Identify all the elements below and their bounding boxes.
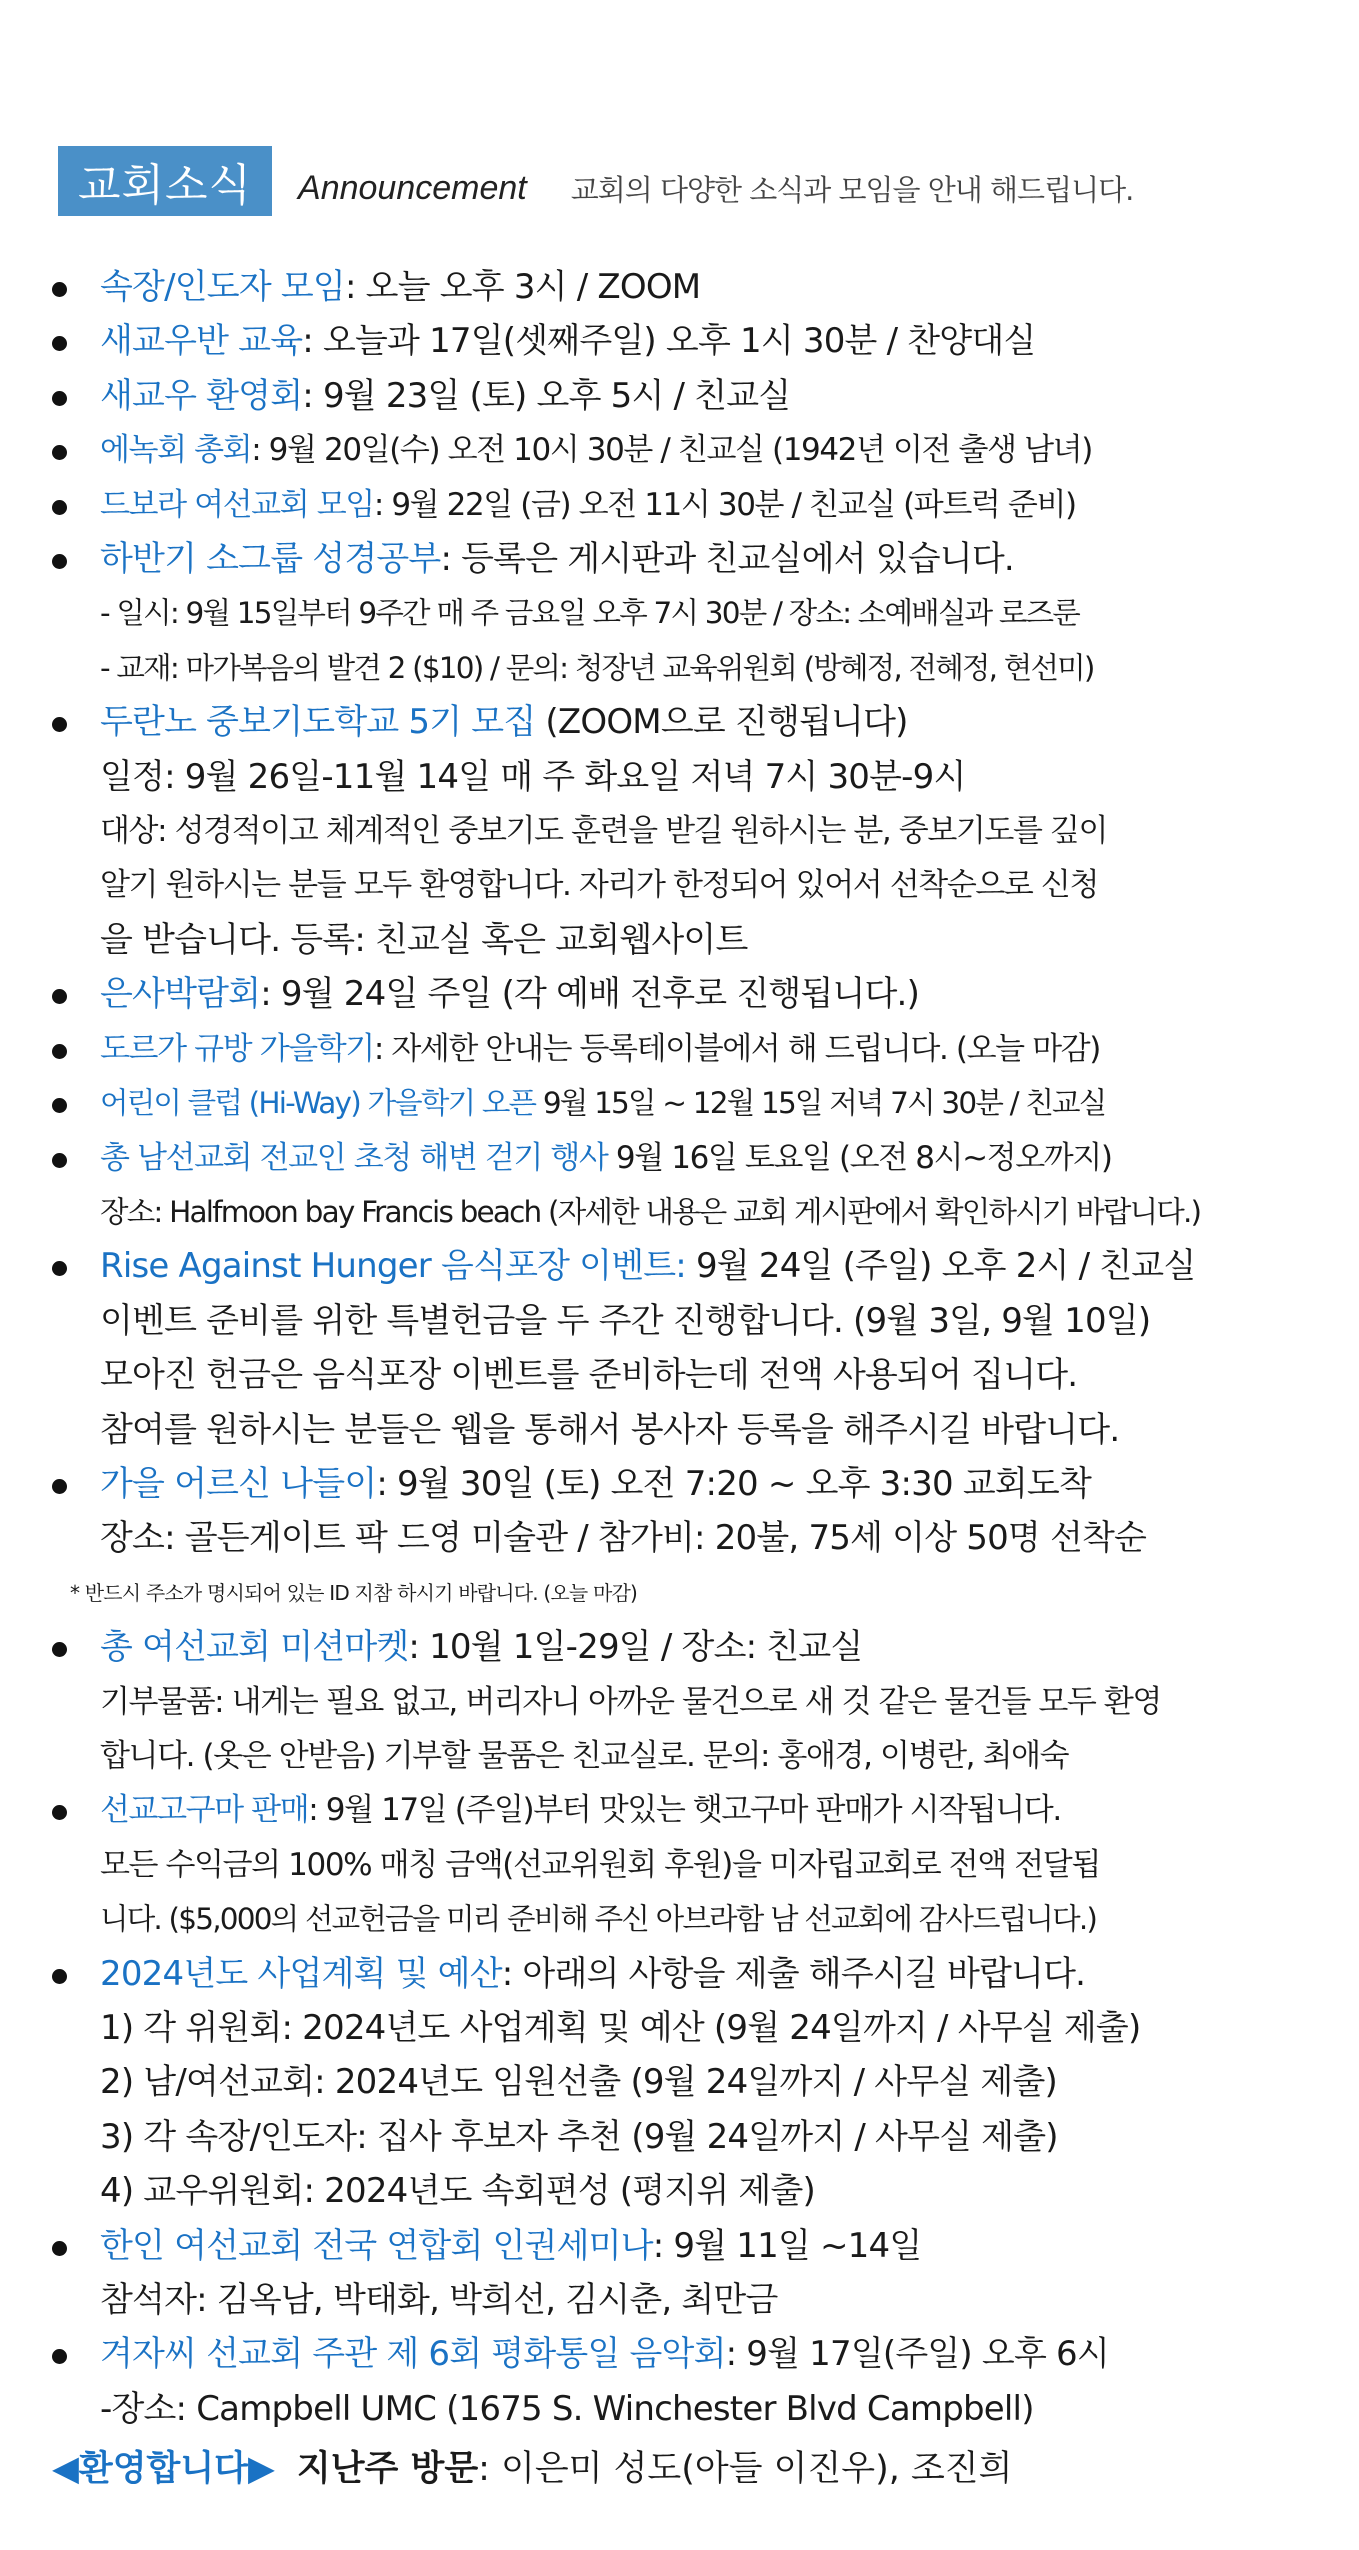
bullet-icon — [52, 1805, 67, 1820]
item-text: (ZOOM으로 진행됩니다) — [535, 702, 908, 743]
list-item — [0, 1457, 1359, 1566]
item-title: 도르가 규방 가을학기 — [100, 1030, 374, 1067]
item-note — [0, 1566, 1359, 1620]
section-header — [58, 145, 1133, 217]
list-item — [0, 478, 1359, 532]
note-text: * 반드시 주소가 명시되어 있는 ID 지참 하시기 바랍니다. (오늘 마감) — [70, 1580, 638, 1605]
item-text: : 오늘과 17일(셋째주일) 오후 1시 30분 / 찬양대실 — [302, 321, 1036, 362]
visitor-names: : 이은미 성도(아들 이진우), 조진희 — [478, 2449, 1013, 2489]
item-text: 이벤트 준비를 위한 특별헌금을 두 주간 진행합니다. (9월 3일, 9월 10일) — [100, 1300, 1151, 1341]
section-subtitle: Announcement — [298, 168, 527, 207]
bullet-icon — [52, 1153, 67, 1168]
item-text: 을 받습니다. 등록: 친교실 혹은 교회웹사이트 — [100, 919, 748, 960]
item-text: : 9월 17일 (주일)부터 맛있는 햇고구마 판매가 시작됩니다. — [308, 1792, 1061, 1829]
list-item — [0, 1239, 1359, 1457]
list-item — [0, 1022, 1359, 1076]
item-text: 9월 15일 ~ 12월 15일 저녁 7시 30분 / 친교실 — [535, 1086, 1106, 1121]
bullet-icon — [52, 2349, 67, 2364]
item-text: 장소: 골든게이트 팍 드영 미술관 / 참가비: 20불, 75세 이상 50명 선착순 — [100, 1518, 1147, 1559]
item-text: : 9월 23일 (토) 오후 5시 / 친교실 — [302, 375, 791, 416]
item-title: 선교고구마 판매 — [100, 1792, 309, 1829]
list-item — [0, 2219, 1359, 2328]
item-text: 1) 각 위원회: 2024년도 사업계획 및 예산 (9월 24일까지 / 사무실 제출) — [100, 2008, 1141, 2048]
bullet-icon — [52, 1969, 67, 1984]
item-text: 니다. ($5,000의 선교헌금을 미리 준비해 주신 아브라함 남 선교회에 감사드립니다.) — [100, 1902, 1097, 1937]
item-title: 한인 여선교회 전국 연합회 인권세미나 — [100, 2225, 653, 2266]
welcome-label: ◀환영합니다▶ — [52, 2449, 275, 2489]
item-text: -장소: Campbell UMC (1675 S. Winchester Blvd Campbell) — [100, 2388, 1034, 2429]
item-title: Rise Against Hunger 음식포장 이벤트: — [100, 1246, 686, 1287]
bullet-icon — [52, 2241, 67, 2256]
item-text: : 9월 24일 주일 (각 예배 전후로 진행됩니다.) — [260, 974, 920, 1015]
item-text: 장소: Halfmoon bay Francis beach (자세한 내용은 교회 게시판에서 확인하시기 바랍니다.) — [100, 1194, 1201, 1229]
item-text: - 일시: 9월 15일부터 9주간 매 주 금요일 오후 7시 30분 / 장소: 소예배실과 로즈룬 — [100, 596, 1079, 631]
list-item — [0, 1783, 1359, 1946]
section-description: 교회의 다양한 소식과 모임을 안내 해드립니다. — [570, 172, 1134, 207]
bullet-icon — [52, 282, 67, 297]
item-title: 속장/인도자 모임 — [100, 267, 345, 307]
bullet-icon — [52, 1642, 67, 1657]
bullet-icon — [52, 989, 67, 1004]
item-text: : 9월 17일(주일) 오후 6시 — [725, 2334, 1109, 2375]
item-text: : 9월 22일 (금) 오전 11시 30분 / 친교실 (파트럭 준비) — [373, 486, 1076, 523]
item-text: 9월 16일 토요일 (오전 8시~정오까지) — [607, 1139, 1112, 1176]
item-text: - 교재: 마가복음의 발견 2 ($10) / 문의: 청장년 교육위원회 (방혜정, 전혜정, 현선미) — [100, 650, 1094, 685]
item-title: 새교우반 교육 — [100, 321, 303, 362]
item-text: 대상: 성경적이고 체계적인 중보기도 훈련을 받길 원하시는 분, 중보기도를 깊이 — [100, 813, 1108, 850]
bullet-icon — [52, 336, 67, 351]
list-item — [0, 369, 1359, 423]
bullet-icon — [52, 554, 67, 569]
item-text: 9월 24일 (주일) 오후 2시 / 친교실 — [685, 1246, 1196, 1287]
list-item — [0, 967, 1359, 1021]
item-title: 어린이 클럽 (Hi-Way) 가을학기 오픈 — [100, 1086, 536, 1121]
list-item — [0, 532, 1359, 695]
item-text: 4) 교우위원회: 2024년도 속회편성 (평지위 제출) — [100, 2171, 815, 2212]
item-text: 모아진 헌금은 음식포장 이벤트를 준비하는데 전액 사용되어 집니다. — [100, 1355, 1078, 1396]
item-text: 알기 원하시는 분들 모두 환영합니다. 자리가 한정되어 있어서 선착순으로 신청 — [100, 867, 1099, 904]
item-title: 드보라 여선교회 모임 — [100, 486, 374, 523]
item-text: : 자세한 안내는 등록테이블에서 해 드립니다. (오늘 마감) — [373, 1030, 1100, 1067]
visit-label: 지난주 방문 — [296, 2449, 479, 2489]
item-title: 두란노 중보기도학교 5기 모집 — [100, 702, 536, 743]
item-text: 참석자: 김옥남, 박태화, 박희선, 김시춘, 최만금 — [100, 2280, 778, 2321]
bullet-icon — [52, 1044, 67, 1059]
item-title: 하반기 소그룹 성경공부 — [100, 539, 441, 580]
item-text: 3) 각 속장/인도자: 집사 후보자 추천 (9월 24일까지 / 사무실 제출) — [100, 2116, 1058, 2157]
item-text: 일정: 9월 26일-11월 14일 매 주 화요일 저녁 7시 30분-9시 — [100, 756, 966, 797]
item-title: 겨자씨 선교회 주관 제 6회 평화통일 음악회 — [100, 2334, 726, 2375]
list-item — [0, 1131, 1359, 1240]
list-item — [0, 423, 1359, 477]
list-item — [0, 1947, 1359, 2219]
list-item — [0, 260, 1359, 314]
list-item — [0, 314, 1359, 368]
list-item — [0, 2327, 1359, 2436]
list-item — [0, 695, 1359, 967]
item-text: 모든 수익금의 100% 매칭 금액(선교위원회 후원)을 미자립교회로 전액 전달됩 — [100, 1846, 1100, 1883]
item-text: : 아래의 사항을 제출 해주시길 바랍니다. — [501, 1953, 1086, 1994]
list-item — [0, 1076, 1359, 1130]
bullet-icon — [52, 391, 67, 406]
bullet-icon — [52, 500, 67, 515]
bullet-icon — [52, 1479, 67, 1494]
item-text: : 9월 20일(수) 오전 10시 30분 / 친교실 (1942년 이전 출생 남녀) — [251, 432, 1092, 469]
item-title: 가을 어르신 나들이 — [100, 1463, 377, 1504]
item-text: : 오늘 오후 3시 / ZOOM — [344, 267, 701, 307]
item-text: 합니다. (옷은 안받음) 기부할 물품은 친교실로. 문의: 홍애경, 이병란, 최애숙 — [100, 1737, 1069, 1774]
bullet-icon — [52, 1098, 67, 1113]
item-text: : 9월 30일 (토) 오전 7:20 ~ 오후 3:30 교회도착 — [376, 1463, 1091, 1504]
list-item — [0, 1620, 1359, 1783]
item-title: 2024년도 사업계획 및 예산 — [100, 1953, 502, 1994]
announcement-list — [0, 260, 1359, 2436]
section-title: 교회소식 — [58, 146, 272, 216]
bullet-icon — [52, 1261, 67, 1276]
item-text: 참여를 원하시는 분들은 웹을 통해서 봉사자 등록을 해주시길 바랍니다. — [100, 1409, 1120, 1450]
item-text: : 9월 11일 ~14일 — [652, 2225, 922, 2266]
item-title: 총 여선교회 미션마켓 — [100, 1627, 409, 1668]
bullet-icon — [52, 445, 67, 460]
item-text: : 등록은 게시판과 친교실에서 있습니다. — [440, 539, 1014, 580]
item-text: 기부물품: 내게는 필요 없고, 버리자니 아까운 물건으로 새 것 같은 물건들 모두 환영 — [100, 1683, 1161, 1720]
item-title: 총 남선교회 전교인 초청 해변 걷기 행사 — [100, 1139, 608, 1176]
bullet-icon — [52, 717, 67, 732]
item-title: 은사박람회 — [100, 974, 261, 1015]
item-title: 새교우 환영회 — [100, 375, 303, 416]
item-text: 2) 남/여선교회: 2024년도 임원선출 (9월 24일까지 / 사무실 제출) — [100, 2062, 1057, 2103]
item-text: : 10월 1일-29일 / 장소: 친교실 — [408, 1627, 863, 1668]
welcome-footer — [52, 2442, 1012, 2496]
item-title: 에녹회 총회 — [100, 432, 252, 469]
